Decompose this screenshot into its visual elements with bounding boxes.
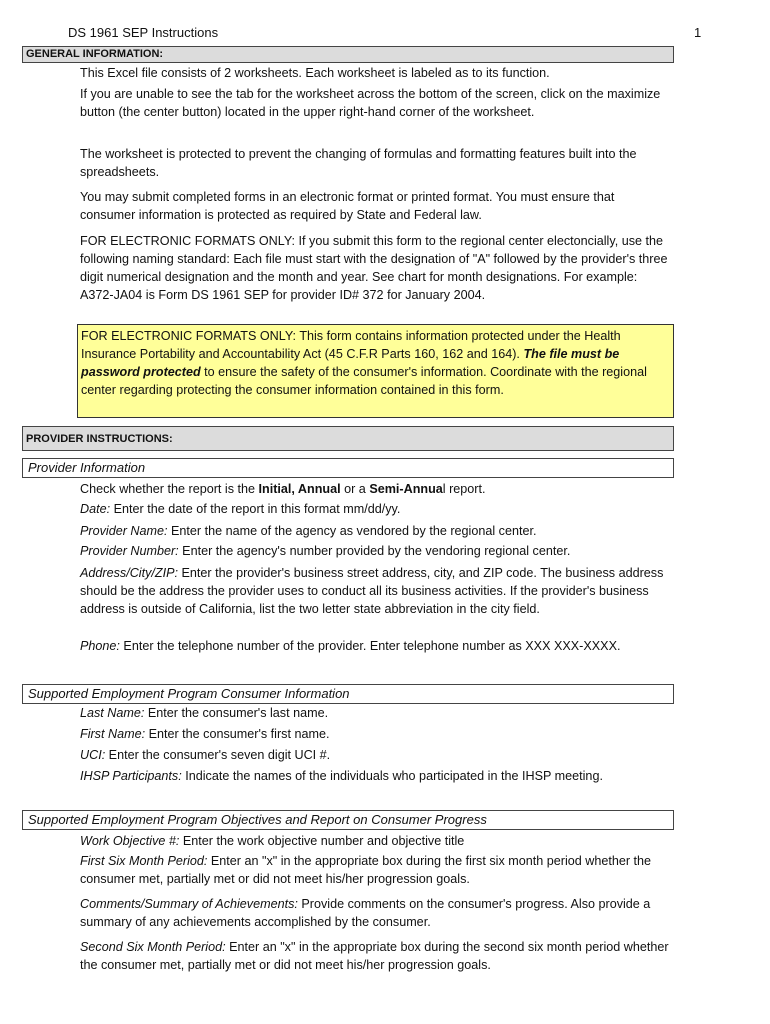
general-paragraph-3: The worksheet is protected to prevent the changing of formulas and formatting features built into the spreadsheets. bbox=[80, 147, 637, 179]
first-six-month-instruction: First Six Month Period: Enter an "x" in the appropriate box during the first six month period whether the consumer met, partially met or did not meet his/her progression goals. bbox=[80, 854, 652, 886]
report-type-instruction: Check whether the report is the Initial, Annual or a Semi-Annual report. bbox=[80, 482, 486, 496]
second-six-month-instruction: Second Six Month Period: Enter an "x" in the appropriate box during the second six month period whether the consumer met, partially met or did not meet his/her progression goals. bbox=[80, 940, 669, 972]
provider-name-instruction: Provider Name: Enter the name of the agency as vendored by the regional center. bbox=[80, 524, 537, 538]
first-name-instruction: First Name: Enter the consumer's first name. bbox=[80, 727, 330, 741]
last-name-instruction: Last Name: Enter the consumer's last name. bbox=[80, 706, 329, 720]
objectives-section: Supported Employment Program Objectives and Report on Consumer Progress bbox=[22, 810, 674, 830]
phone-instruction: Phone: Enter the telephone number of the provider. Enter telephone number as XXX XXX-XXXX. bbox=[80, 639, 621, 653]
hipaa-notice-box bbox=[77, 324, 674, 418]
uci-instruction: UCI: Enter the consumer's seven digit UCI #. bbox=[80, 748, 331, 762]
comments-instruction: Comments/Summary of Achievements: Provide comments on the consumer's progress. Also provide a summary of any achievements accomplished by the consumer. bbox=[80, 897, 651, 929]
provider-number-instruction: Provider Number: Enter the agency's number provided by the vendoring regional center. bbox=[80, 544, 571, 558]
notice-text-a: FOR ELECTRONIC FORMATS ONLY: This form contains information protected under the Health Insurance Portability and Accountability Act (45 C.F.R Parts 160, 162 and 164). bbox=[81, 329, 621, 361]
consumer-information-section: Supported Employment Program Consumer Information bbox=[22, 684, 674, 704]
date-instruction: Date: Enter the date of the report in this format mm/dd/yy. bbox=[80, 502, 401, 516]
general-paragraph-1: This Excel file consists of 2 worksheets. Each worksheet is labeled as to its function. bbox=[80, 66, 550, 80]
document-title: DS 1961 SEP Instructions bbox=[68, 25, 219, 40]
provider-instructions-heading: PROVIDER INSTRUCTIONS: bbox=[22, 426, 674, 451]
ihsp-instruction: IHSP Participants: Indicate the names of the individuals who participated in the IHSP meeting. bbox=[80, 769, 603, 783]
general-paragraph-2: If you are unable to see the tab for the worksheet across the bottom of the screen, click on the maximize button (the center button) located in the upper right-hand corner of the worksheet. bbox=[80, 87, 661, 119]
general-information-heading: GENERAL INFORMATION: bbox=[22, 46, 674, 63]
notice-text-c: to ensure the safety of the consumer's information. Coordinate with the regional center regarding protecting the consumer information contained in this form. bbox=[81, 365, 647, 397]
notice-text-bold: The file must be password protected bbox=[81, 347, 620, 379]
address-instruction: Address/City/ZIP: Enter the provider's business street address, city, and ZIP code. The business address should be the address the provider uses to conduct all its business activities. If the provider's business address is outside of California, list the two letter state abbreviation in the city field. bbox=[80, 566, 664, 616]
general-paragraph-4: You may submit completed forms in an electronic format or printed format. You must ensure that consumer information is protected as required by State and Federal law. bbox=[80, 190, 615, 222]
work-objective-instruction: Work Objective #: Enter the work objective number and objective title bbox=[80, 834, 465, 848]
provider-information-section: Provider Information bbox=[22, 458, 674, 478]
general-paragraph-5: FOR ELECTRONIC FORMATS ONLY: If you submit this form to the regional center electoncially, use the following naming standard: Each file must start with the designation of "A" followed by the provider's three digit numerical designation and the month and year. See chart for month designations. For example: A372-JA04 is Form DS 1961 SEP for provider ID# 372 for January 2004. bbox=[80, 234, 668, 302]
page-number: 1 bbox=[694, 25, 702, 40]
